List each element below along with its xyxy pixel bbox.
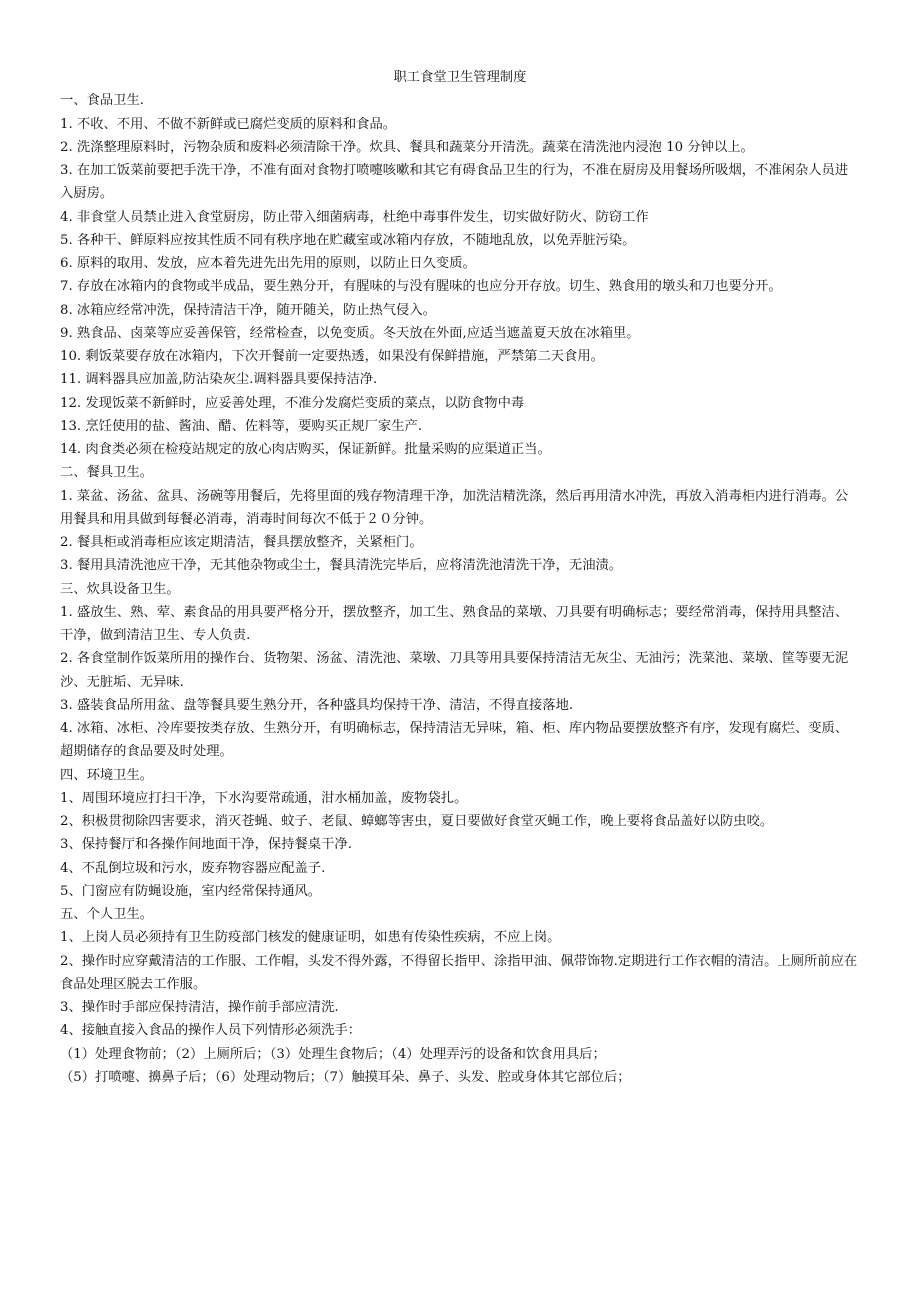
- section-item: 3、保持餐厅和各操作间地面干净，保持餐桌干净.: [60, 837, 352, 853]
- section-heading: 三、炊具设备卫生。: [60, 581, 180, 597]
- section-item: 4. 冰箱、冰柜、冷库要按类存放、生熟分开，有明确标志，保持清洁无异味，箱、柜、库内物品要摆放整齐有序，发现有腐烂、变质、超期储存的食品要及时处理。: [60, 721, 849, 760]
- section-item: 2. 各食堂制作饭菜所用的操作台、货物架、汤盆、清洗池、菜墩、刀具等用具要保持清洁无灰尘、无油污；洗菜池、菜墩、筐等要无泥沙、无脏垢、无异味.: [60, 651, 849, 690]
- section-heading: 四、环境卫生。: [60, 767, 154, 783]
- section-item: 3、操作时手部应保持清洁，操作前手部应清洗.: [60, 1000, 339, 1015]
- section-item: 3. 在加工饭菜前要把手洗干净，不准有面对食物打喷嚏咳嗽和其它有碍食品卫生的行为，不准在厨房及用餐场所吸烟，不准闲杂人员进入厨房。: [60, 163, 849, 202]
- section-item: 1、上岗人员必须持有卫生防疫部门核发的健康证明，如患有传染性疾病，不应上岗。: [60, 930, 561, 946]
- section-item: 1. 盛放生、熟、荤、素食品的用具要严格分开，摆放整齐，加工生、熟食品的菜墩、刀具要有明确标志；要经常消毒，保持用具整洁、干净，做到清洁卫生、专人负责.: [60, 604, 849, 643]
- section-item: 2、操作时应穿戴清洁的工作服、工作帽，头发不得外露，不得留长指甲、涂指甲油、佩带饰物.定期进行工作衣帽的清洁。上厕所前应在食品处理区脱去工作服。: [60, 953, 858, 992]
- section-item: 2、积极贯彻除四害要求，消灭苍蝇、蚊子、老鼠、蟑螂等害虫，夏日要做好食堂灭蝇工作，晚上要将食品盖好以防虫咬。: [60, 814, 774, 829]
- section-item: 12. 发现饭菜不新鲜时，应妥善处理，不准分发腐烂变质的菜点，以防食物中毒: [60, 395, 525, 411]
- section-item: 4、不乱倒垃圾和污水，废弃物容器应配盖子.: [60, 860, 326, 876]
- section-item: 13. 烹饪使用的盐、酱油、醋、佐料等，要购买正规厂家生产.: [60, 418, 423, 434]
- section-item: 14. 肉食类必须在检疫站规定的放心肉店购买，保证新鲜。批量采购的应渠道正当。: [60, 442, 551, 457]
- section-item: 4. 非食堂人员禁止进入食堂厨房，防止带入细菌病毒，杜绝中毒事件发生，切实做好防火、防窃工作: [60, 209, 649, 225]
- section-item: 9. 熟食品、卤菜等应妥善保管，经常检查，以免变质。冬天放在外面,应适当遮盖夏天放在冰箱里。: [60, 325, 640, 341]
- section-item: 3. 盛装食品所用盆、盘等餐具要生熟分开，各种盛具均保持干净、清洁，不得直接落地.: [60, 697, 574, 713]
- document-body: [60, 89, 860, 1089]
- section-item: 1. 菜盆、汤盆、盆具、汤碗等用餐后，先将里面的残存物清理干净，加洗洁精洗涤，然后再用清水冲洗，再放入消毒柜内进行消毒。公用餐具和用具做到每餐必消毒，消毒时间每次不低于２０分钟。: [60, 488, 849, 527]
- section-item: 6. 原料的取用、发放，应本着先进先出先用的原则，以防止日久变质。: [60, 256, 476, 271]
- section-heading: 一、食品卫生.: [60, 93, 145, 109]
- section-item: 1. 不收、不用、不做不新鲜或已腐烂变质的原料和食品。: [60, 116, 397, 132]
- section-item: 4、接触直接入食品的操作人员下列情形必须洗手：: [60, 1023, 361, 1039]
- section-heading: 五、个人卫生。: [60, 907, 154, 922]
- section-item: 5. 各种干、鲜原料应按其性质不同有秩序地在贮藏室或冰箱内存放，不随地乱放，以免弄脏污染。: [60, 232, 636, 248]
- section-item: 10. 剩饭菜要存放在冰箱内，下次开餐前一定要热透，如果没有保鲜措施，严禁第二天食用。: [60, 349, 604, 364]
- section-item: 1、周围环境应打扫干净，下水沟要常疏通，泔水桶加盖，废物袋扎。: [60, 790, 468, 806]
- section-item: （5）打喷嚏、擤鼻子后；（6）处理动物后；（7）触摸耳朵、鼻子、头发、腔或身体其它部位后；: [60, 1069, 631, 1085]
- section-item: 11. 调料器具应加盖,防沾染灰尘.调料器具要保持洁净.: [60, 372, 378, 388]
- section-item: 7. 存放在冰箱内的食物或半成品，要生熟分开，有腥味的与没有腥味的也应分开存放。切生、熟食用的墩头和刀也要分开。: [60, 279, 782, 295]
- section-item: 8. 冰箱应经常冲洗，保持清洁干净，随开随关，防止热气侵入。: [60, 302, 436, 318]
- document-title: 职工食堂卫生管理制度: [393, 70, 527, 85]
- document-page: [60, 66, 860, 1089]
- section-item: 5、门窗应有防蝇设施，室内经常保持通风。: [60, 883, 322, 899]
- section-item: 3. 餐用具清洗池应干净，无其他杂物或尘土，餐具清洗完毕后，应将清洗池清洗干净，无油渍。: [60, 558, 623, 574]
- section-item: 2. 餐具柜或消毒柜应该定期清洁，餐具摆放整齐，关紧柜门。: [60, 535, 423, 550]
- section-heading: 二、餐具卫生。: [60, 465, 154, 481]
- section-item: （1）处理食物前；（2）上厕所后；（3）处理生食物后；（4）处理弄污的设备和饮食用具后；: [60, 1046, 606, 1062]
- section-item: 2. 洗涤整理原料时，污物杂质和废料必须清除干净。炊具、餐具和蔬菜分开清洗。蔬菜在清洗池内浸泡 10 分钟以上。: [60, 139, 754, 155]
